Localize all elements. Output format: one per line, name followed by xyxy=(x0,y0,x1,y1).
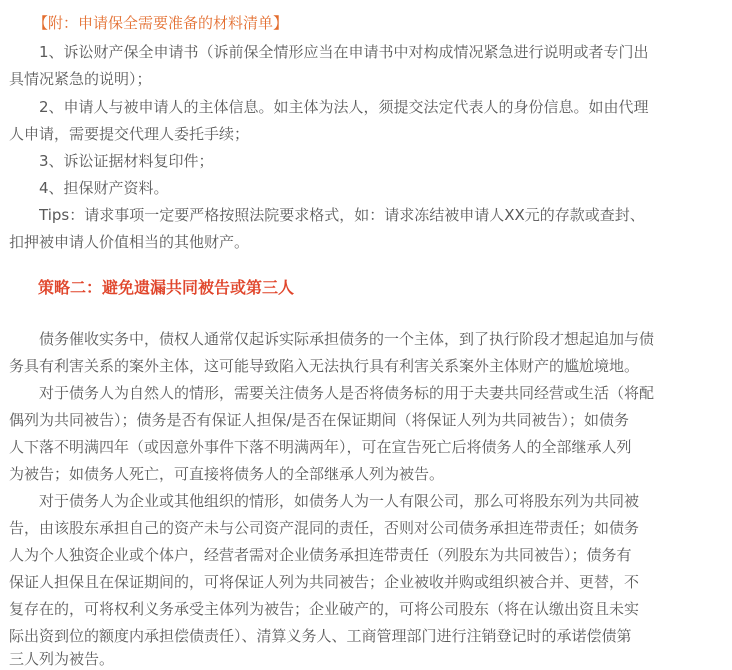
paragraph-3-line-6: 际出资到位的额度内承担偿债责任）、清算义务人、工商管理部门进行注销登记时的承诺偿债第 xyxy=(9,627,632,645)
paragraph-1-line-2: 务具有利害关系的案外主体，这可能导致陷入无法执行具有利害关系案外主体财产的尴尬境地。 xyxy=(9,357,640,375)
paragraph-3-line-7: 三人列为被告。 xyxy=(9,650,115,668)
appendix-item-2-line-1: 2、申请人与被申请人的主体信息。如主体为法人，须提交法定代表人的身份信息。如由代理 xyxy=(39,98,649,116)
paragraph-1-line-1: 债务催收实务中，债权人通常仅起诉实际承担债务的一个主体，到了执行阶段才想起追加与债 xyxy=(39,330,655,348)
paragraph-3-line-3: 人为个人独资企业或个体户，经营者需对企业债务承担连带责任（列股东为共同被告）；债务有 xyxy=(9,546,632,564)
paragraph-2-line-4: 为被告；如债务人死亡，可直接将债务人的全部继承人列为被告。 xyxy=(9,465,445,483)
paragraph-3-line-1: 对于债务人为企业或其他组织的情形，如债务人为一人有限公司，那么可将股东列为共同被 xyxy=(39,492,640,510)
appendix-item-1-line-1: 1、诉讼财产保全申请书（诉前保全情形应当在申请书中对构成情况紧急进行说明或者专门出 xyxy=(39,43,649,61)
appendix-item-3: 3、诉讼证据材料复印件； xyxy=(39,152,214,170)
paragraph-2-line-2: 偶列为共同被告）；债务是否有保证人担保/是否在保证期间（将保证人列为共同被告）；如债务 xyxy=(9,411,630,429)
paragraph-2-line-3: 人下落不明满四年（或因意外事件下落不明满两年），可在宣告死亡后将债务人的全部继承人列 xyxy=(9,438,632,456)
appendix-item-1-line-2: 具情况紧急的说明）； xyxy=(9,70,152,88)
appendix-item-2-line-2: 人申请，需要提交代理人委托手续； xyxy=(9,125,250,143)
strategy-heading: 策略二：避免遗漏共同被告或第三人 xyxy=(38,278,295,297)
paragraph-3-line-2: 告，由该股东承担自己的资产未与公司资产混同的责任，否则对公司债务承担连带责任；如债务 xyxy=(9,519,640,537)
appendix-title: 【附：申请保全需要准备的材料清单】 xyxy=(33,14,289,32)
appendix-item-4: 4、担保财产资料。 xyxy=(39,179,169,197)
appendix-tips-line-1: Tips：请求事项一定要严格按照法院要求格式，如：请求冻结被申请人XX元的存款或查封、 xyxy=(39,206,645,224)
appendix-tips-line-2: 扣押被申请人价值相当的其他财产。 xyxy=(9,233,250,251)
paragraph-2-line-1: 对于债务人为自然人的情形，需要关注债务人是否将债务标的用于夫妻共同经营或生活（将配 xyxy=(39,384,655,402)
paragraph-3-line-4: 保证人担保且在保证期间的，可将保证人列为共同被告；企业被收并购或组织被合并、更替，不 xyxy=(9,573,640,591)
paragraph-3-line-5: 复存在的，可将权利义务承受主体列为被告；企业破产的，可将公司股东（将在认缴出资且未实 xyxy=(9,600,640,618)
